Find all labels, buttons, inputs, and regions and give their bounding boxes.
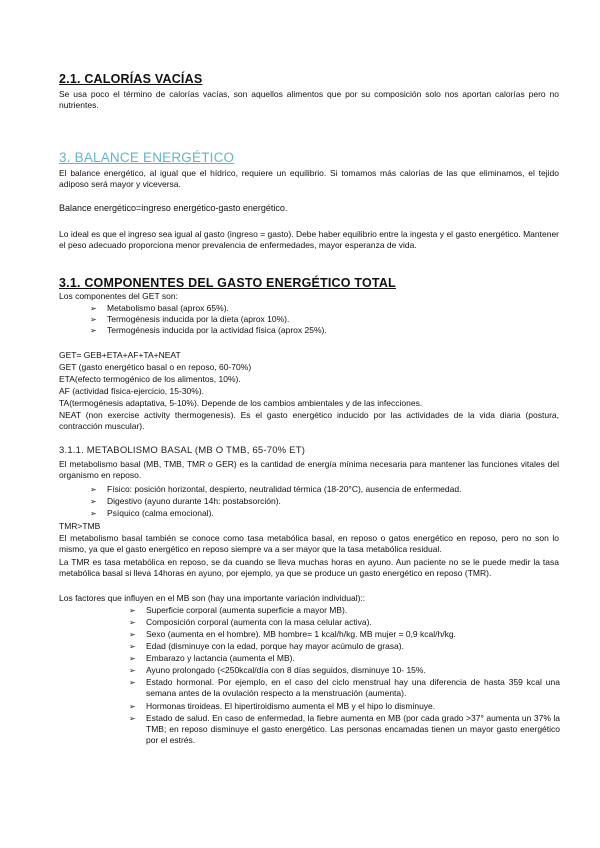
arrow-bullet-icon: ➢ xyxy=(90,304,97,313)
basal-metabolism-paragraph: El metabolismo basal (MB, TMB, TMR o GER) es la cantidad de energía mínima necesaria para mantener las funciones vitales del organismo en reposo. xyxy=(59,459,559,480)
get-equation: GET= GEB+ETA+AF+TA+NEAT xyxy=(59,350,181,360)
section-2-1-paragraph: Se usa poco el término de calorías vacías, son aquellos alimentos que por su composición solo nos aportan calorías pero no nutrientes. xyxy=(59,89,559,110)
factors-intro: Los factores que influyen en el MB son (hay una importante variación individual):: xyxy=(59,593,366,603)
arrow-bullet-icon: ➢ xyxy=(90,485,97,494)
section-3-paragraph-1: El balance energético, al igual que el hídrico, requiere un equilibrio. Si tomamos más calorías de las que eliminamos, el tejido adiposo será mayor y viceversa. xyxy=(59,168,559,189)
section-3-1-heading: 3.1. COMPONENTES DEL GASTO ENERGÉTICO TOTAL xyxy=(59,276,396,290)
tmr-paragraph: La TMR es tasa metabólica en reposo, se da cuando se lleva muchas horas en ayuno. Aun paciente no se le puede medir la tasa metabólica basal si lleva 14horas en ayuno, por ejemplo, ya que se produce un gasto energético en reposo (TMR). xyxy=(59,557,559,578)
tmr-comparison: TMR>TMB xyxy=(59,521,101,531)
section-3-1-1-heading: 3.1.1. METABOLISMO BASAL (MB O TMB, 65-70% ET) xyxy=(59,445,306,456)
basal-metabolism-paragraph-2: El metabolismo basal también se conoce como tasa metabólica basal, en reposo o gatos energético en reposo, pero no son lo mismo, ya que el gasto energético en reposo siempre va a ser mayor que la tasa metabólica residual. xyxy=(59,533,559,554)
section-3-heading: 3. BALANCE ENERGÉTICO xyxy=(59,150,235,165)
arrow-bullet-icon: ➢ xyxy=(129,654,136,663)
arrow-bullet-icon: ➢ xyxy=(90,497,97,506)
section-3-paragraph-2: Lo ideal es que el ingreso sea igual al gasto (ingreso = gasto). Debe haber equilibrio entre la ingesta y el gasto energético. Mantener el peso adecuado proporciona menor prevalencia de enfermedades, mayor esperanza de vida. xyxy=(59,229,559,250)
arrow-bullet-icon: ➢ xyxy=(129,678,136,687)
arrow-bullet-icon: ➢ xyxy=(129,714,136,723)
arrow-bullet-icon: ➢ xyxy=(90,326,97,335)
definition-ta: TA(termogénesis adaptativa, 5-10%). Depende de los cambios ambientales y de las infecciones. xyxy=(59,398,423,408)
definition-neat: NEAT (non exercise activity thermogenesis). Es el gasto energético inducido por las actividades de la vida diaria (postura, contracción muscular). xyxy=(59,410,559,431)
definition-af: AF (actividad física-ejercicio, 15-30%). xyxy=(59,386,205,396)
arrow-bullet-icon: ➢ xyxy=(129,618,136,627)
arrow-bullet-icon: ➢ xyxy=(129,606,136,615)
arrow-bullet-icon: ➢ xyxy=(90,315,97,324)
components-intro: Los componentes del GET son: xyxy=(59,291,178,301)
balance-formula: Balance energético=ingreso energético-gasto energético. xyxy=(59,203,288,213)
definition-get: GET (gasto energético basal o en reposo, 60-70%) xyxy=(59,362,252,372)
arrow-bullet-icon: ➢ xyxy=(129,630,136,639)
definition-eta: ETA(efecto termogénico de los alimentos, 10%). xyxy=(59,374,241,384)
section-2-1-heading: 2.1. CALORÍAS VACÍAS xyxy=(59,72,203,86)
arrow-bullet-icon: ➢ xyxy=(129,702,136,711)
arrow-bullet-icon: ➢ xyxy=(129,666,136,675)
arrow-bullet-icon: ➢ xyxy=(90,509,97,518)
document-page: 2.1. CALORÍAS VACÍAS Se usa poco el término de calorías vacías, son aquellos alimentos que por su composición solo nos aportan calorías pero no nutrientes. 3. BALANCE ENERGÉTICO El balance energético, al igual que el hídrico, requiere un equilibrio. Si tomamos más calorías de las que eliminamos, el tejido adiposo será mayor y viceversa. Balance energético=ingreso energético-gasto energético. Lo ideal es que el ingreso sea igual al gasto (ingreso = gasto). Debe haber equilibrio entre la ingesta y el gasto energético. Mantener el peso adecuado proporciona menor prevalencia de enfermedades, mayor esperanza de vida. 3.1. COMPONENTES DEL GASTO ENERGÉTICO TOTAL Los componentes del GET son: ➢ Metabolismo basal (aprox 65%). ➢ Termogénesis inducida por la dieta (aprox 10%). ➢ Termogénesis inducida por la actividad física (aprox 25%). GET= GEB+ETA+AF+TA+NEAT GET (gasto energético basal o en reposo, 60-70%) ETA(efecto termogénico de los alimentos, 10%). AF (actividad física-ejercicio, 15-30%). TA(termogénesis adaptativa, 5-10%). Depende de los cambios ambientales y de las infecciones. NEAT (non exercise activity thermogenesis). Es el gasto energético inducido por las actividades de la vida diaria (postura, contracción muscular). 3.1.1. METABOLISMO BASAL (MB O TMB, 65-70% ET) El metabolismo basal (MB, TMB, TMR o GER) es la cantidad de energía mínima necesaria para mantener las funciones vitales del organismo en reposo. ➢ Físico: posición horizontal, despierto, neutralidad térmica (18-20°C), ausencia de enfermedad. ➢ Digestivo (ayuno durante 14h: postabsorción). ➢ Psíquico (calma emocional). TMR>TMB El metabolismo basal también se conoce como tasa metabólica basal, en reposo o gatos energético en reposo, pero no son lo mismo, ya que el gasto energético en reposo siempre va a ser mayor que la tasa metabólica residual. La TMR es tasa metabólica en reposo, se da cuando se lleva muchas horas en ayuno. Aun paciente no se le puede medir la tasa metabólica basal si lleva 14horas en ayuno, por ejemplo, ya que se produce un gasto energético en reposo (TMR). Los factores que influyen en el MB son (hay una importante variación individual):: ➢ Superficie corporal (aumenta superficie a mayor MB). ➢ Composición corporal (aumenta con la masa celular activa). ➢ Sexo (aumenta en el hombre). MB hombre= 1 kcal/h/kg. MB mujer = 0,9 kcal/h/kg. ➢ Edad (disminuye con la edad, porque hay mayor acúmulo de grasa). ➢ Embarazo y lactancia (aumenta el MB). ➢ Ayuno prolongado (<250kcal/día con 8 días seguidos, disminuye 10- 15%. ➢ Estado hormonal. Por ejemplo, en el caso del ciclo menstrual hay una diferencia de hasta 359 kcal una semana antes de la ovulación respecto a la menstruación (aumenta). ➢ Hormonas tiroideas. El hipertiroidismo aumenta el MB y el hipo lo disminuye. ➢ Estado de salud. En caso de enfermedad, la fiebre aumenta en MB (por cada grado >37° aumenta un 37% la TMB; en reposo disminuye el gasto energético. Las personas encamadas tienen un mayor gasto energético por el estrés. xyxy=(59,72,560,745)
arrow-bullet-icon: ➢ xyxy=(129,642,136,651)
